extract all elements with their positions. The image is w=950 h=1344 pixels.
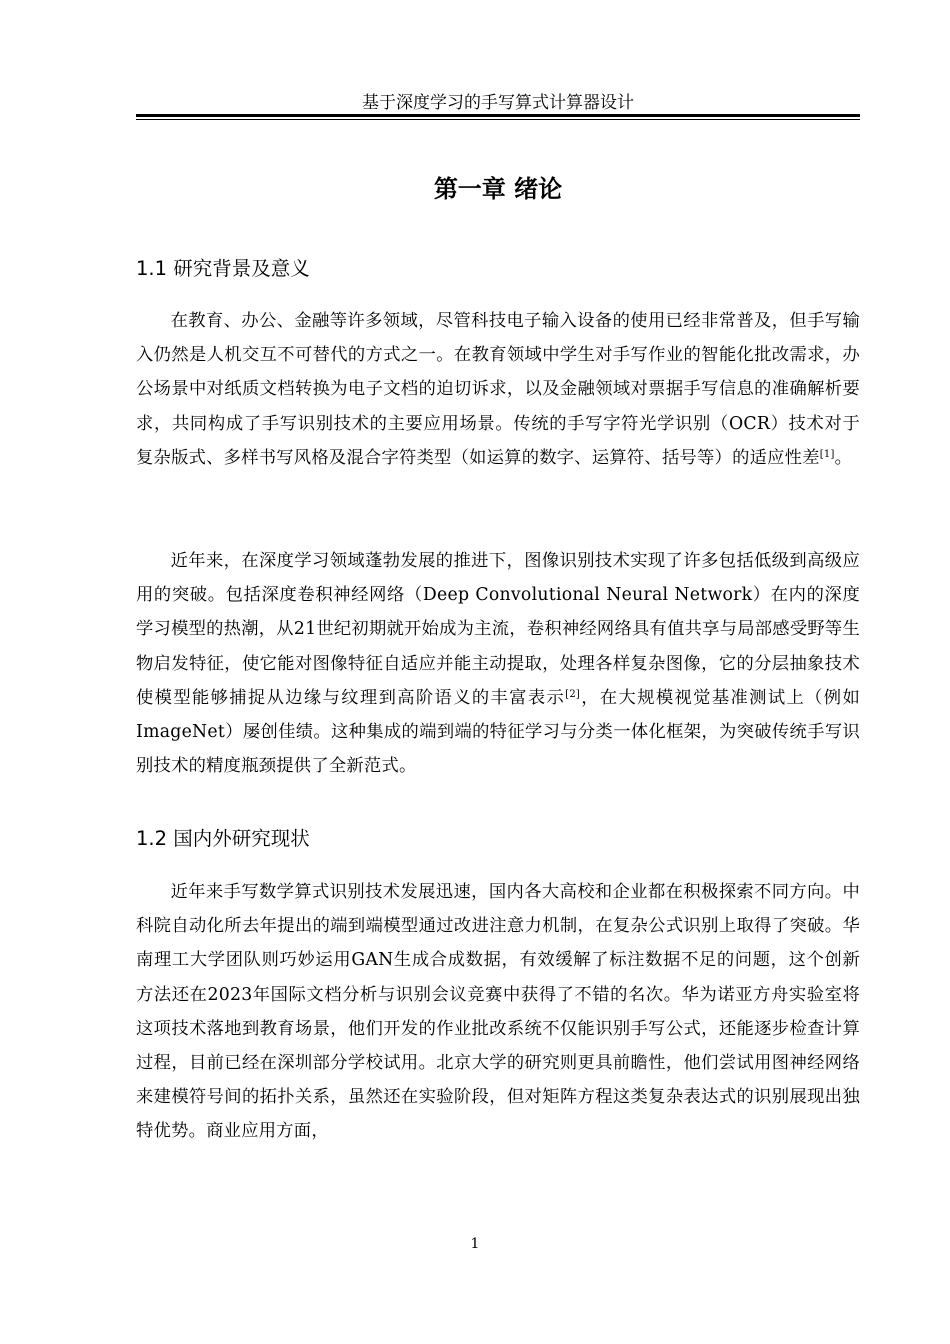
paragraph: [136, 304, 860, 475]
header-rule-thin: [136, 119, 860, 120]
section-heading-1-1: 1.1 研究背景及意义: [136, 257, 310, 280]
paragraph-text-tail: ，在大规模视觉基准测试上（例如ImageNet）屡创佳绩。这种集成的端到端的特征学习与分类一体化框架，为突破传统手写识别技术的精度瓶颈提供了全新范式。: [136, 687, 860, 777]
paragraph-text-tail: 。: [834, 447, 853, 468]
paragraph: [136, 544, 860, 783]
header-rule-thick: [136, 114, 860, 117]
paragraph-text: 在教育、办公、金融等许多领域，尽管科技电子输入设备的使用已经非常普及，但手写输入仍然是人机交互不可替代的方式之一。在教育领域中学生对手写作业的智能化批改需求，办公场景中对纸质文档转换为电子文档的迫切诉求，以及金融领域对票据手写信息的准确解析要求，共同构成了手写识别技术的主要应用场景。传统的手写字符光学识别（OCR）技术对于复杂版式、多样书写风格及混合字符类型（如运算的数字、运算符、括号等）的适应性差: [136, 311, 860, 468]
running-header: 基于深度学习的手写算式计算器设计: [362, 93, 634, 113]
paragraph-text: 近年来手写数学算式识别技术发展迅速，国内各大高校和企业都在积极探索不同方向。中科院自动化所去年提出的端到端模型通过改进注意力机制，在复杂公式识别上取得了突破。华南理工大学团队则巧妙运用GAN生成合成数据，有效缓解了标注数据不足的问题，这个创新方法还在2023年国际文档分析与识别会议竞赛中获得了不错的名次。华为诺亚方舟实验室将这项技术落地到教育场景，他们开发的作业批改系统不仅能识别手写公式，还能逐步检查计算过程，目前已经在深圳部分学校试用。北京大学的研究则更具前瞻性，他们尝试用图神经网络来建模符号间的拓扑关系，虽然还在实验阶段，但对矩阵方程这类复杂表达式的识别展现出独特优势。商业应用方面，: [136, 882, 860, 1142]
paragraph-text: 近年来，在深度学习领域蓬勃发展的推进下，图像识别技术实现了许多包括低级到高级应用的突破。包括深度卷积神经网络（Deep Convolutional Neural Network）在内的深度学习模型的热潮，从21世纪初期就开始成为主流，卷积神经网络具有值共享与局部感受野等生物启发特征，使它能对图像特征自适应并能主动提取，处理各样复杂图像，它的分层抽象技术使模型能够捕捉从边缘与纹理到高阶语义的丰富表示: [136, 551, 860, 708]
citation-marker[interactable]: [2]: [565, 688, 581, 700]
section-heading-1-2: 1.2 国内外研究现状: [136, 827, 310, 850]
paragraph: [136, 875, 860, 1149]
chapter-title: 第一章 绪论: [433, 175, 563, 203]
page-number: 1: [470, 1236, 480, 1252]
citation-marker[interactable]: [1]: [819, 448, 835, 460]
